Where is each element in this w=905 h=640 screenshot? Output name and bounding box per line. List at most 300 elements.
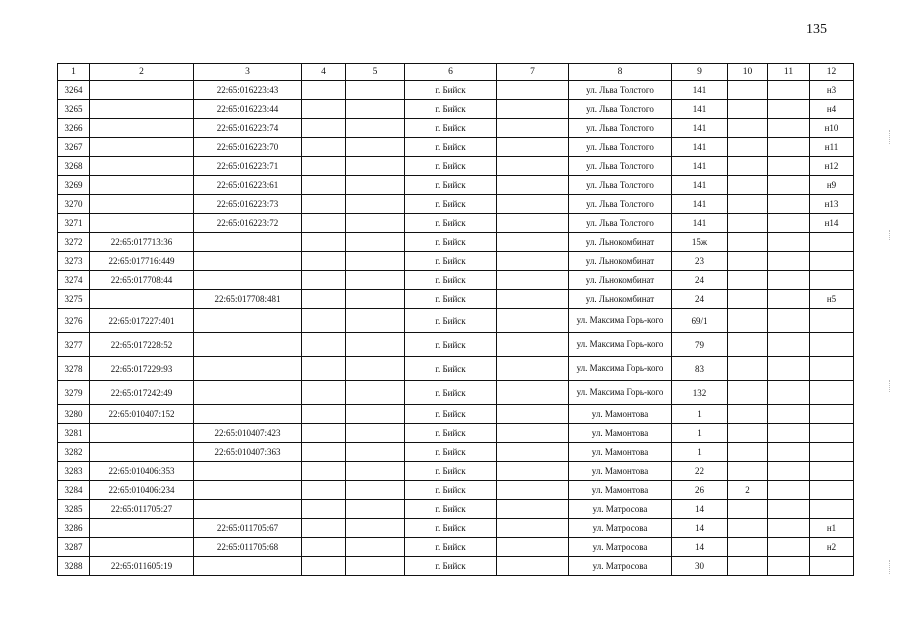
table-cell: г. Бийск	[405, 252, 497, 271]
table-row	[58, 233, 854, 252]
table-cell	[346, 443, 405, 462]
table-cell	[497, 252, 569, 271]
table-cell	[768, 195, 810, 214]
table-cell: ул. Мамонтова	[569, 424, 672, 443]
table-row	[58, 381, 854, 405]
table-cell	[728, 443, 768, 462]
table-cell	[728, 500, 768, 519]
table-cell	[346, 333, 405, 357]
table-cell: г. Бийск	[405, 214, 497, 233]
table-cell: г. Бийск	[405, 557, 497, 576]
table-cell: н10	[810, 119, 854, 138]
table-cell	[194, 252, 302, 271]
table-cell	[768, 405, 810, 424]
table-cell: 22:65:010406:353	[90, 462, 194, 481]
table-cell	[90, 195, 194, 214]
table-cell: 22:65:010406:234	[90, 481, 194, 500]
table-cell: 141	[672, 157, 728, 176]
table-cell: ул. Матросова	[569, 557, 672, 576]
table-cell: ул. Мамонтова	[569, 405, 672, 424]
table-cell	[346, 195, 405, 214]
table-cell	[768, 176, 810, 195]
table-cell: 69/1	[672, 309, 728, 333]
table-cell: 22:65:017716:449	[90, 252, 194, 271]
table-cell: г. Бийск	[405, 538, 497, 557]
table-cell: ул. Матросова	[569, 538, 672, 557]
table-cell	[346, 138, 405, 157]
table-cell	[810, 405, 854, 424]
table-cell	[90, 100, 194, 119]
table-cell	[302, 157, 346, 176]
table-cell	[497, 519, 569, 538]
table-cell: 1	[672, 443, 728, 462]
table-cell: г. Бийск	[405, 500, 497, 519]
table-cell	[810, 481, 854, 500]
table-cell	[497, 333, 569, 357]
table-cell: ул. Максима Горь-кого	[569, 357, 672, 381]
table-cell: н5	[810, 290, 854, 309]
table-cell	[194, 462, 302, 481]
table-cell	[302, 462, 346, 481]
table-cell	[194, 500, 302, 519]
table-cell: 3286	[58, 519, 90, 538]
table-cell	[497, 443, 569, 462]
table-cell	[810, 557, 854, 576]
table-cell	[302, 405, 346, 424]
table-row	[58, 500, 854, 519]
table-cell: 23	[672, 252, 728, 271]
header-cell: 12	[810, 64, 854, 81]
registry-table	[57, 63, 854, 576]
table-cell: г. Бийск	[405, 381, 497, 405]
header-cell: 11	[768, 64, 810, 81]
table-cell: г. Бийск	[405, 333, 497, 357]
table-row	[58, 81, 854, 100]
table-cell: 1	[672, 424, 728, 443]
table-cell: 3281	[58, 424, 90, 443]
table-cell	[810, 271, 854, 290]
table-cell	[728, 195, 768, 214]
table-cell: 141	[672, 214, 728, 233]
table-row	[58, 405, 854, 424]
table-cell	[497, 119, 569, 138]
table-cell	[768, 157, 810, 176]
table-cell	[90, 443, 194, 462]
table-cell	[728, 357, 768, 381]
table-cell: 24	[672, 290, 728, 309]
table-row	[58, 195, 854, 214]
table-cell: г. Бийск	[405, 100, 497, 119]
table-cell	[497, 500, 569, 519]
table-cell: ул. Льва Толстого	[569, 195, 672, 214]
table-cell	[768, 81, 810, 100]
table-cell	[302, 176, 346, 195]
table-cell	[302, 195, 346, 214]
table-cell	[346, 519, 405, 538]
table-cell	[810, 357, 854, 381]
table-cell: 141	[672, 138, 728, 157]
table-cell	[497, 538, 569, 557]
table-cell: 3282	[58, 443, 90, 462]
table-cell	[346, 481, 405, 500]
table-cell	[90, 138, 194, 157]
table-cell: 22:65:016223:73	[194, 195, 302, 214]
table-cell	[346, 357, 405, 381]
table-cell	[346, 309, 405, 333]
header-cell: 3	[194, 64, 302, 81]
table-cell	[497, 405, 569, 424]
header-row	[58, 64, 854, 81]
table-cell	[768, 214, 810, 233]
table-cell: г. Бийск	[405, 271, 497, 290]
header-cell: 10	[728, 64, 768, 81]
table-cell	[810, 252, 854, 271]
table-cell	[302, 252, 346, 271]
table-cell	[728, 157, 768, 176]
table-cell: 24	[672, 271, 728, 290]
table-cell: 3277	[58, 333, 90, 357]
table-cell: 22:65:017708:44	[90, 271, 194, 290]
header-cell: 8	[569, 64, 672, 81]
table-cell: г. Бийск	[405, 138, 497, 157]
table-cell: 79	[672, 333, 728, 357]
table-cell	[346, 157, 405, 176]
table-cell	[497, 214, 569, 233]
table-cell: ул. Матросова	[569, 519, 672, 538]
table-cell	[768, 538, 810, 557]
table-cell	[302, 443, 346, 462]
table-cell	[728, 519, 768, 538]
table-cell: ул. Льва Толстого	[569, 119, 672, 138]
table-cell	[810, 333, 854, 357]
table-cell	[90, 81, 194, 100]
table-cell: 3288	[58, 557, 90, 576]
table-cell	[194, 357, 302, 381]
table-row	[58, 481, 854, 500]
table-row	[58, 462, 854, 481]
table-cell: г. Бийск	[405, 290, 497, 309]
table-cell	[302, 100, 346, 119]
table-cell	[810, 309, 854, 333]
table-cell: 22:65:016223:61	[194, 176, 302, 195]
table-cell	[346, 538, 405, 557]
table-cell: 3272	[58, 233, 90, 252]
table-row	[58, 214, 854, 233]
table-cell	[768, 357, 810, 381]
table-cell: 3264	[58, 81, 90, 100]
table-cell: ул. Льва Толстого	[569, 100, 672, 119]
header-cell: 6	[405, 64, 497, 81]
table-cell: г. Бийск	[405, 357, 497, 381]
table-cell	[497, 195, 569, 214]
table-cell	[497, 557, 569, 576]
table-cell: 3266	[58, 119, 90, 138]
table-cell: 14	[672, 538, 728, 557]
table-cell: 22:65:016223:44	[194, 100, 302, 119]
table-cell: 3274	[58, 271, 90, 290]
table-cell: 141	[672, 81, 728, 100]
table-cell: г. Бийск	[405, 195, 497, 214]
table-cell	[302, 333, 346, 357]
table-cell: н14	[810, 214, 854, 233]
table-cell: ул. Мамонтова	[569, 481, 672, 500]
table-cell	[497, 290, 569, 309]
table-cell: 3269	[58, 176, 90, 195]
table-cell	[346, 290, 405, 309]
table-cell: н1	[810, 519, 854, 538]
table-cell: н3	[810, 81, 854, 100]
table-cell	[346, 500, 405, 519]
table-cell: г. Бийск	[405, 157, 497, 176]
table-cell	[346, 405, 405, 424]
table-cell	[810, 500, 854, 519]
table-cell: 3279	[58, 381, 90, 405]
table-cell: ул. Льва Толстого	[569, 176, 672, 195]
table-row	[58, 119, 854, 138]
table-cell	[768, 333, 810, 357]
table-cell: 3267	[58, 138, 90, 157]
table-cell	[728, 309, 768, 333]
table-row	[58, 557, 854, 576]
table-cell	[90, 176, 194, 195]
table-cell: ул. Льва Толстого	[569, 138, 672, 157]
table-cell	[90, 119, 194, 138]
table-cell: 1	[672, 405, 728, 424]
table-cell	[768, 290, 810, 309]
table-cell	[302, 424, 346, 443]
table-cell	[728, 538, 768, 557]
table-cell	[728, 119, 768, 138]
table-cell: 141	[672, 100, 728, 119]
table-cell: н11	[810, 138, 854, 157]
table-cell	[346, 214, 405, 233]
table-cell: 30	[672, 557, 728, 576]
table-cell	[302, 119, 346, 138]
table-cell	[194, 233, 302, 252]
table-cell: г. Бийск	[405, 119, 497, 138]
table-cell: 2	[728, 481, 768, 500]
table-cell	[768, 252, 810, 271]
table-cell	[194, 309, 302, 333]
table-cell: 22	[672, 462, 728, 481]
table-cell: 22:65:016223:43	[194, 81, 302, 100]
page-number: 135	[806, 22, 827, 37]
table-row	[58, 176, 854, 195]
table-cell	[346, 557, 405, 576]
table-cell: 3276	[58, 309, 90, 333]
table-row	[58, 157, 854, 176]
table-cell	[90, 290, 194, 309]
table-cell: 3278	[58, 357, 90, 381]
table-cell	[346, 176, 405, 195]
table-cell: 3287	[58, 538, 90, 557]
table-cell: г. Бийск	[405, 424, 497, 443]
table-cell	[497, 481, 569, 500]
table-row	[58, 519, 854, 538]
table-cell: н12	[810, 157, 854, 176]
table-cell: 15ж	[672, 233, 728, 252]
table-row	[58, 424, 854, 443]
table-cell	[90, 214, 194, 233]
table-cell: 3284	[58, 481, 90, 500]
table-cell: 22:65:011605:19	[90, 557, 194, 576]
table-cell	[497, 381, 569, 405]
header-cell: 4	[302, 64, 346, 81]
table-cell	[302, 309, 346, 333]
table-cell	[810, 443, 854, 462]
table-cell: 3265	[58, 100, 90, 119]
table-cell	[728, 81, 768, 100]
table-cell: ул. Льнокомбинат	[569, 233, 672, 252]
table-cell: 3283	[58, 462, 90, 481]
table-cell: ул. Льва Толстого	[569, 157, 672, 176]
table-cell	[194, 271, 302, 290]
table-cell	[90, 519, 194, 538]
table-cell	[768, 233, 810, 252]
table-cell	[497, 176, 569, 195]
table-cell: г. Бийск	[405, 443, 497, 462]
table-cell	[728, 100, 768, 119]
table-cell	[194, 405, 302, 424]
table-cell	[768, 119, 810, 138]
table-cell	[768, 557, 810, 576]
table-cell	[302, 481, 346, 500]
table-cell	[728, 214, 768, 233]
table-cell: 3271	[58, 214, 90, 233]
table-cell	[302, 538, 346, 557]
table-cell: г. Бийск	[405, 462, 497, 481]
table-cell: 22:65:016223:72	[194, 214, 302, 233]
table-cell	[768, 424, 810, 443]
table-cell	[497, 100, 569, 119]
table-row	[58, 357, 854, 381]
margin-mark	[889, 130, 891, 144]
table-cell: г. Бийск	[405, 481, 497, 500]
table-cell: г. Бийск	[405, 405, 497, 424]
table-cell: ул. Максима Горь-кого	[569, 333, 672, 357]
table-cell	[194, 557, 302, 576]
table-cell: ул. Льнокомбинат	[569, 271, 672, 290]
table-cell	[90, 157, 194, 176]
table-cell: 22:65:017242:49	[90, 381, 194, 405]
table-cell: ул. Мамонтова	[569, 443, 672, 462]
table-cell	[302, 138, 346, 157]
table-row	[58, 271, 854, 290]
table-cell	[346, 462, 405, 481]
table-cell	[728, 271, 768, 290]
table-cell: ул. Максима Горь-кого	[569, 309, 672, 333]
table-cell	[728, 381, 768, 405]
table-cell	[497, 81, 569, 100]
table-cell: 3273	[58, 252, 90, 271]
table-cell: 3285	[58, 500, 90, 519]
table-cell	[90, 538, 194, 557]
table-cell	[768, 500, 810, 519]
table-cell	[302, 214, 346, 233]
table-cell: 22:65:011705:67	[194, 519, 302, 538]
table-cell	[728, 333, 768, 357]
table-cell: ул. Льва Толстого	[569, 214, 672, 233]
table-cell: 22:65:017228:52	[90, 333, 194, 357]
table-cell	[728, 405, 768, 424]
table-cell	[302, 381, 346, 405]
table-cell: 22:65:017227:401	[90, 309, 194, 333]
table-cell	[728, 424, 768, 443]
table-row	[58, 252, 854, 271]
table-cell	[497, 309, 569, 333]
table-cell	[768, 443, 810, 462]
table-cell	[810, 424, 854, 443]
table-row	[58, 538, 854, 557]
margin-mark	[889, 380, 891, 392]
table-cell	[497, 138, 569, 157]
table-cell: 83	[672, 357, 728, 381]
table-cell	[497, 271, 569, 290]
header-cell: 9	[672, 64, 728, 81]
table-cell	[810, 381, 854, 405]
table-cell	[194, 381, 302, 405]
table-cell: н13	[810, 195, 854, 214]
table-cell	[346, 81, 405, 100]
table-cell: 3270	[58, 195, 90, 214]
table-cell	[728, 233, 768, 252]
table-cell	[497, 357, 569, 381]
table-cell: ул. Льва Толстого	[569, 81, 672, 100]
table-cell	[768, 309, 810, 333]
table-row	[58, 443, 854, 462]
table-row	[58, 100, 854, 119]
table-cell	[346, 100, 405, 119]
header-cell: 5	[346, 64, 405, 81]
table-cell	[810, 462, 854, 481]
table-cell: г. Бийск	[405, 176, 497, 195]
table-cell: 141	[672, 119, 728, 138]
table-row	[58, 309, 854, 333]
table-cell	[194, 481, 302, 500]
table-cell: 22:65:010407:423	[194, 424, 302, 443]
table-cell	[302, 290, 346, 309]
table-cell	[728, 176, 768, 195]
table-row	[58, 290, 854, 309]
header-cell: 2	[90, 64, 194, 81]
table-cell: 141	[672, 176, 728, 195]
table-cell	[346, 252, 405, 271]
table-cell	[346, 233, 405, 252]
table-cell	[497, 157, 569, 176]
table-cell: г. Бийск	[405, 519, 497, 538]
table-cell	[346, 119, 405, 138]
table-row	[58, 138, 854, 157]
table-cell	[728, 138, 768, 157]
table-cell: 141	[672, 195, 728, 214]
table-cell: 22:65:017708:481	[194, 290, 302, 309]
table-cell: 22:65:010407:152	[90, 405, 194, 424]
table-cell: 22:65:016223:70	[194, 138, 302, 157]
table-cell: 22:65:017229:93	[90, 357, 194, 381]
table-cell	[768, 462, 810, 481]
table-cell	[346, 271, 405, 290]
table-cell: 132	[672, 381, 728, 405]
table-cell: н4	[810, 100, 854, 119]
header-cell: 7	[497, 64, 569, 81]
table-cell	[302, 500, 346, 519]
table-cell: ул. Льнокомбинат	[569, 290, 672, 309]
table-cell	[302, 357, 346, 381]
table-cell: 22:65:011705:68	[194, 538, 302, 557]
table-cell: 3268	[58, 157, 90, 176]
table-cell: н2	[810, 538, 854, 557]
table-cell	[810, 233, 854, 252]
